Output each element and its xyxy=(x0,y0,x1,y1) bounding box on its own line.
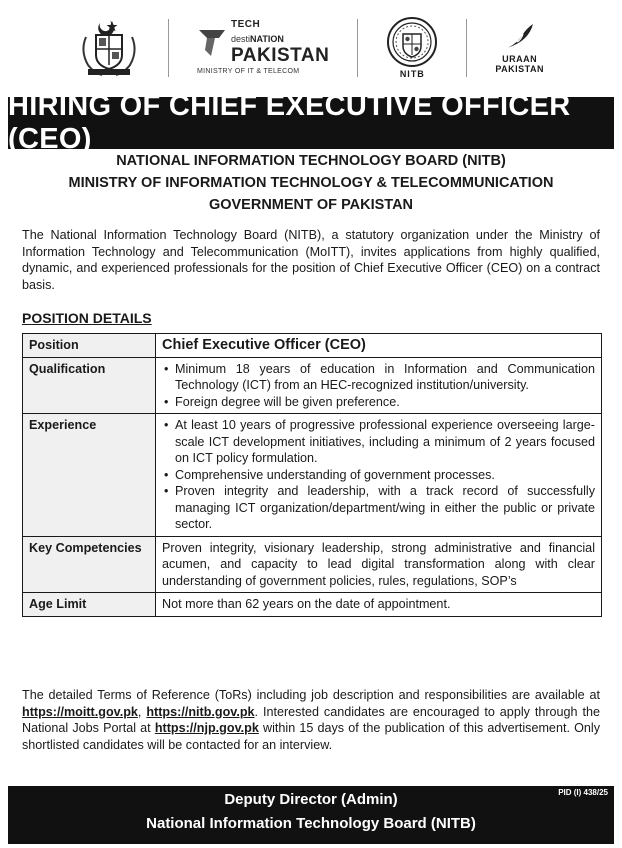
intro-paragraph: The National Information Technology Board (NITB), a statutory organization under the Ministry of Information Technology and Telecommunication (MoITT), invites applications from highly qualified, dynamic, and experienced professionals for the position of Chief Executive Officer (CEO) on a contract basis. xyxy=(22,228,600,292)
age-limit-label: Age Limit xyxy=(23,593,156,617)
list-item: • Minimum 18 years of education in Information and Communication Technology (ICT) from an HEC-recognized institution/university. xyxy=(175,361,595,394)
uraan-pakistan-logo xyxy=(495,22,544,74)
nitb-link[interactable]: https://nitb.gov.pk xyxy=(146,704,255,719)
qualification-label: Qualification xyxy=(23,357,156,414)
logo-divider xyxy=(357,19,358,77)
signatory-designation: Deputy Director (Admin) xyxy=(224,791,398,808)
nitb-logo xyxy=(386,16,438,79)
logo-divider xyxy=(466,19,467,77)
signatory-organization: National Information Technology Board (NITB) xyxy=(146,815,476,832)
table-row xyxy=(23,536,602,593)
tech-destination-line1: TECH xyxy=(231,19,261,30)
uraan-line1: URAAN xyxy=(502,53,538,64)
organization-heading xyxy=(0,150,622,216)
uraan-line2: PAKISTAN xyxy=(495,63,544,74)
footer-signature xyxy=(8,786,614,844)
banner-title: HIRING OF CHIEF EXECUTIVE OFFICER (CEO) xyxy=(8,97,614,149)
nitb-seal-icon xyxy=(386,16,438,68)
tech-destination-pakistan-logo xyxy=(197,20,329,75)
experience-value xyxy=(156,414,602,537)
qualification-list xyxy=(162,361,595,411)
closing-text-3: within 15 days of the publication of this advertisement. Only shortlisted candidates will be contacted for an interview. xyxy=(22,721,600,752)
table-row xyxy=(23,414,602,537)
moitt-link[interactable]: https://moitt.gov.pk xyxy=(22,704,138,719)
table-row xyxy=(23,357,602,414)
closing-text-2: . Interested candidates are encouraged to apply through the National Jobs Portal at xyxy=(22,704,601,735)
org-line-3: GOVERNMENT OF PAKISTAN xyxy=(208,197,414,213)
org-line-1: NATIONAL INFORMATION TECHNOLOGY BOARD (NITB) xyxy=(116,153,506,169)
list-item: • Foreign degree will be given preference. xyxy=(175,394,595,411)
age-limit-value: Not more than 62 years on the date of appointment. xyxy=(156,593,602,617)
tech-destination-line2: NATION xyxy=(250,34,284,44)
ministry-it-telecom-text: MINISTRY OF IT & TELECOM xyxy=(197,68,300,75)
njp-link[interactable]: https://njp.gov.pk xyxy=(154,721,259,735)
position-value: Chief Executive Officer (CEO) xyxy=(156,334,602,358)
experience-list xyxy=(162,417,595,533)
table-row xyxy=(23,593,602,617)
tech-destination-mark-icon xyxy=(197,28,227,58)
closing-paragraph xyxy=(22,687,600,753)
closing-separator: , xyxy=(137,704,147,719)
tech-destination-line3: PAKISTAN xyxy=(231,45,330,66)
org-line-2: MINISTRY OF INFORMATION TECHNOLOGY & TELECOMMUNICATION xyxy=(68,175,554,191)
government-of-pakistan-emblem xyxy=(78,17,140,79)
state-emblem-icon xyxy=(78,17,140,79)
position-details-table xyxy=(22,333,602,617)
table-row xyxy=(23,334,602,358)
uraan-bird-icon xyxy=(503,22,537,52)
closing-text-1: The detailed Terms of Reference (ToRs) including job description and responsibilities are available at xyxy=(22,688,600,702)
pid-number: PID (I) 438/25 xyxy=(558,788,608,797)
competencies-value: Proven integrity, visionary leadership, strong administrative and financial acumen, and capacity to lead digital transformation along with clear understanding of government policies, rules, regulations, SOP’s xyxy=(156,536,602,593)
logo-strip xyxy=(0,0,622,95)
qualification-value xyxy=(156,357,602,414)
competencies-label: Key Competencies xyxy=(23,536,156,593)
nitb-logo-text: NITB xyxy=(399,69,425,79)
experience-label: Experience xyxy=(23,414,156,537)
tech-destination-script: desti xyxy=(231,34,251,44)
list-item: • At least 10 years of progressive professional experience overseeing large-scale ICT development initiatives, including a minimum of 2 years focused on ICT policy formulation. xyxy=(175,417,595,467)
list-item: • Comprehensive understanding of government processes. xyxy=(175,467,595,484)
logo-divider xyxy=(168,19,169,77)
position-label: Position xyxy=(23,334,156,358)
list-item: • Proven integrity and leadership, with a track record of successfully managing ICT organization/department/wing in either the public or private sector. xyxy=(175,483,595,533)
section-title: POSITION DETAILS xyxy=(22,310,152,326)
